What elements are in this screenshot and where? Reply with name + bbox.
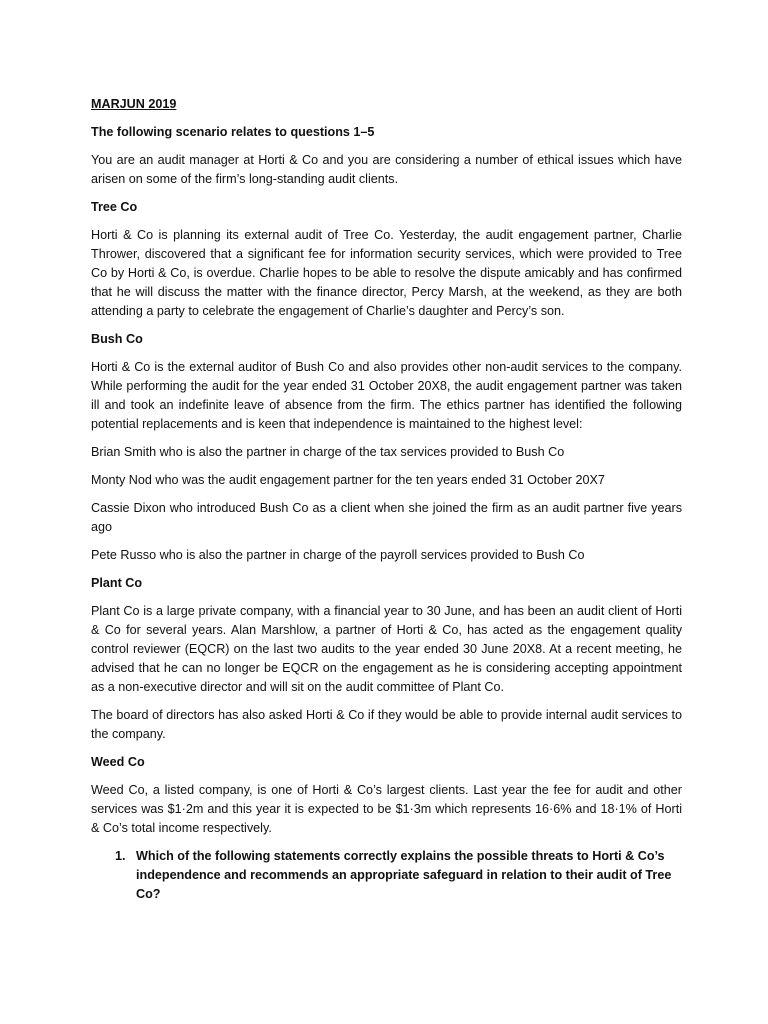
- question-1: [91, 847, 682, 904]
- bush-co-candidate-1: Brian Smith who is also the partner in charge of the tax services provided to Bush Co: [91, 445, 565, 459]
- question-number: 1.: [115, 849, 126, 863]
- bush-co-heading: Bush Co: [91, 332, 143, 346]
- tree-co-paragraph: Horti & Co is planning its external audit of Tree Co. Yesterday, the audit engagement partner, Charlie Thrower, discovered that a significant fee for information security services, which were provided to Tree Co by Horti & Co, is overdue. Charlie hopes to be able to resolve the dispute amicably and has confirmed that he will discuss the matter with the finance director, Percy Marsh, at the weekend, as they are both attending a party to celebrate the engagement of Charlie’s daughter and Percy’s son.: [91, 228, 682, 318]
- document-title: MARJUN 2019: [91, 97, 177, 111]
- weed-co-paragraph: Weed Co, a listed company, is one of Horti & Co’s largest clients. Last year the fee for audit and other services was $1·2m and this year it is expected to be $1·3m which represents 16·6% and 18·1% of Horti & Co’s total income respectively.: [91, 783, 682, 835]
- bush-co-candidate-4: Pete Russo who is also the partner in charge of the payroll services provided to Bush Co: [91, 548, 585, 562]
- bush-co-paragraph: Horti & Co is the external auditor of Bush Co and also provides other non-audit services to the company. While performing the audit for the year ended 31 October 20X8, the audit engagement partner was taken ill and took an indefinite leave of absence from the firm. The ethics partner has identified the following potential replacements and is keen that independence is maintained to the highest level:: [91, 360, 682, 431]
- question-text: Which of the following statements correctly explains the possible threats to Horti & Co’s independence and recommends an appropriate safeguard in relation to their audit of Tree Co?: [136, 849, 672, 901]
- plant-co-heading: Plant Co: [91, 576, 143, 590]
- plant-co-paragraph-2: The board of directors has also asked Horti & Co if they would be able to provide internal audit services to the company.: [91, 708, 682, 741]
- tree-co-heading: Tree Co: [91, 200, 138, 214]
- bush-co-candidate-3: Cassie Dixon who introduced Bush Co as a client when she joined the firm as an audit partner five years ago: [91, 501, 682, 534]
- weed-co-heading: Weed Co: [91, 755, 145, 769]
- scenario-heading: The following scenario relates to questions 1–5: [91, 125, 375, 139]
- bush-co-candidate-2: Monty Nod who was the audit engagement partner for the ten years ended 31 October 20X7: [91, 473, 605, 487]
- intro-paragraph: You are an audit manager at Horti & Co and you are considering a number of ethical issues which have arisen on some of the firm’s long-standing audit clients.: [91, 153, 682, 186]
- plant-co-paragraph-1: Plant Co is a large private company, with a financial year to 30 June, and has been an audit client of Horti & Co for several years. Alan Marshlow, a partner of Horti & Co, has acted as the engagement quality control reviewer (EQCR) on the last two audits to the year ended 30 June 20X8. At a recent meeting, he advised that he can no longer be EQCR on the engagement as he is considering accepting appointment as a non-executive director and will sit on the audit committee of Plant Co.: [91, 604, 682, 694]
